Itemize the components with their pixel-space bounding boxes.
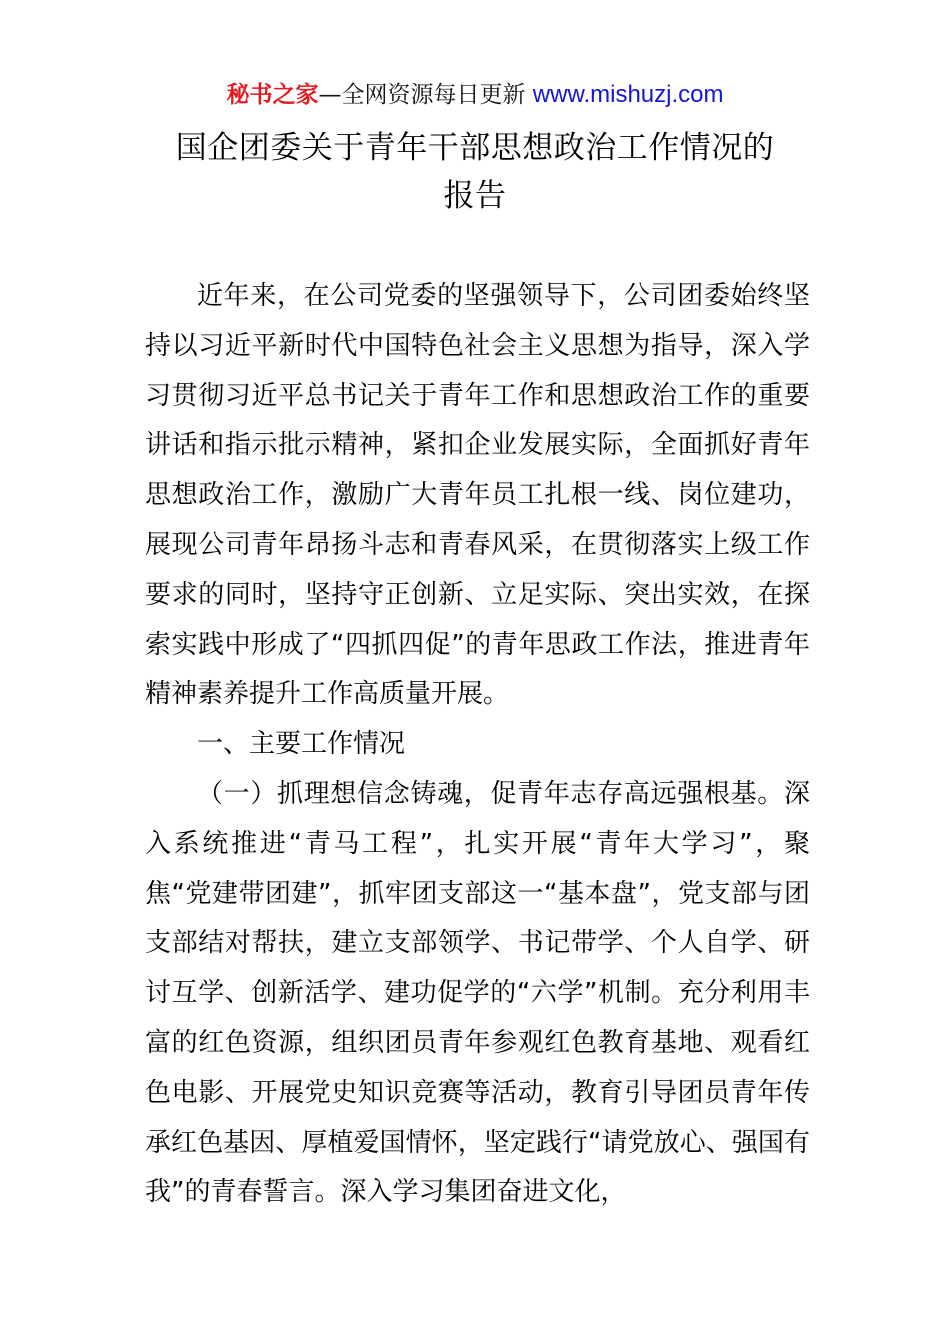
- site-header: [0, 80, 950, 110]
- document-title: [120, 124, 830, 220]
- site-url-link[interactable]: www.mishuzj.com: [532, 81, 724, 108]
- document-body: [145, 272, 810, 1218]
- section-heading-main-work: 一、主要工作情况: [197, 729, 406, 760]
- header-slogan: —全网资源每日更新: [318, 82, 526, 108]
- item-paragraph-1: （一）抓理想信念铸魂，促青年志存高远强根基。深入系统推进“青马工程”，扎实开展“青年大学习”，聚焦“党建带团建”，抓牢团支部这一“基本盘”，党支部与团支部结对帮扶，建立支部领学、书记带学、个人自学、研讨互学、创新活学、建功促学的“六学”机制。充分利用丰富的红色资源，组织团员青年参观红色教育基地、观看红色电影、开展党史知识竞赛等活动，教育引导团员青年传承红色基因、厚植爱国情怀，坚定践行“请党放心、强国有我”的青春誓言。深入学习集团奋进文化，: [145, 778, 810, 1208]
- intro-paragraph: 近年来，在公司党委的坚强领导下，公司团委始终坚持以习近平新时代中国特色社会主义思想为指导，深入学习贯彻习近平总书记关于青年工作和思想政治工作的重要讲话和指示批示精神，紧扣企业发展实际，全面抓好青年思想政治工作，激励广大青年员工扎根一线、岗位建功，展现公司青年昂扬斗志和青春风采，在贯彻落实上级工作要求的同时，坚持守正创新、立足实际、突出实效，在探索实践中形成了“四抓四促”的青年思政工作法，推进青年精神素养提升工作高质量开展。: [145, 281, 810, 710]
- brand-name: 秘书之家: [226, 82, 319, 108]
- title-line-2: 报告: [443, 178, 507, 214]
- title-line-1: 国企团委关于青年干部思想政治工作情况的: [175, 130, 775, 166]
